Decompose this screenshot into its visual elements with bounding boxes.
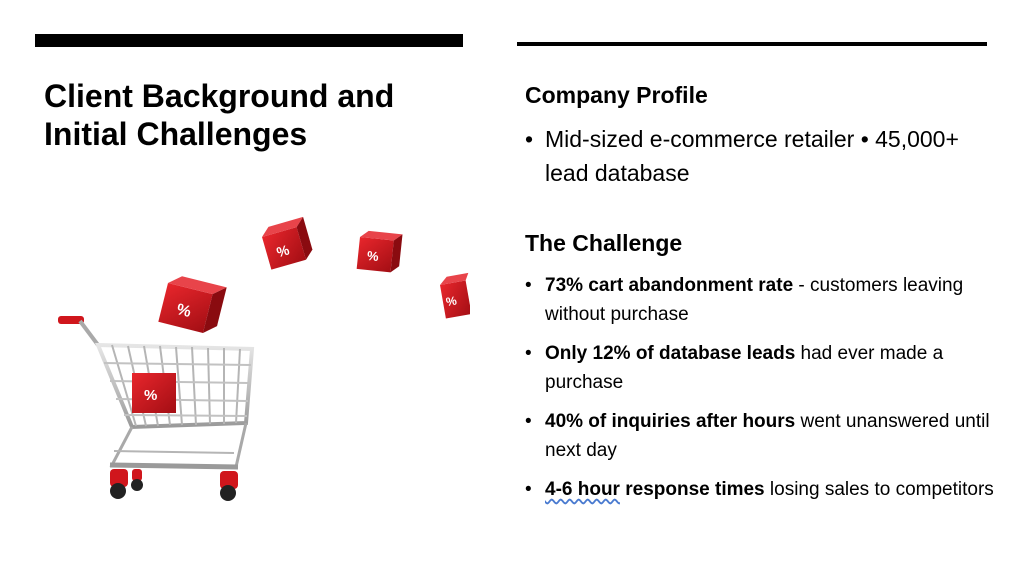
list-item: • Only 12% of database leads had ever made a purchase xyxy=(525,340,995,397)
die-icon xyxy=(439,273,470,319)
challenge-heading: The Challenge xyxy=(525,230,683,256)
company-profile-list xyxy=(525,122,995,190)
svg-text:%: % xyxy=(366,247,380,265)
list-item: • 4-6 hour response times losing sales to competitors xyxy=(525,476,995,505)
die-icon xyxy=(158,273,226,336)
shopping-cart-illustration xyxy=(40,215,470,515)
list-item: • Mid-sized e-commerce retailer • 45,000+ lead database xyxy=(525,122,995,190)
top-rule-right xyxy=(517,42,987,46)
svg-text:%: % xyxy=(144,387,158,404)
challenge-list xyxy=(525,272,995,505)
content-column xyxy=(525,80,995,516)
top-rule-left xyxy=(35,34,463,47)
company-profile-heading: Company Profile xyxy=(525,82,708,108)
die-icon xyxy=(357,230,403,273)
svg-text:%: % xyxy=(174,301,193,322)
svg-text:%: % xyxy=(444,293,458,310)
die-icon xyxy=(260,217,315,270)
list-item: • 40% of inquiries after hours went unanswered until next day xyxy=(525,408,995,465)
svg-text:%: % xyxy=(274,241,292,261)
shopping-cart-icon xyxy=(58,316,252,501)
spellcheck-underlined-text: 4-6 hour xyxy=(545,479,620,500)
slide-title: Client Background and Initial Challenges xyxy=(44,78,395,152)
list-item: • 73% cart abandonment rate - customers leaving without purchase xyxy=(525,272,995,329)
